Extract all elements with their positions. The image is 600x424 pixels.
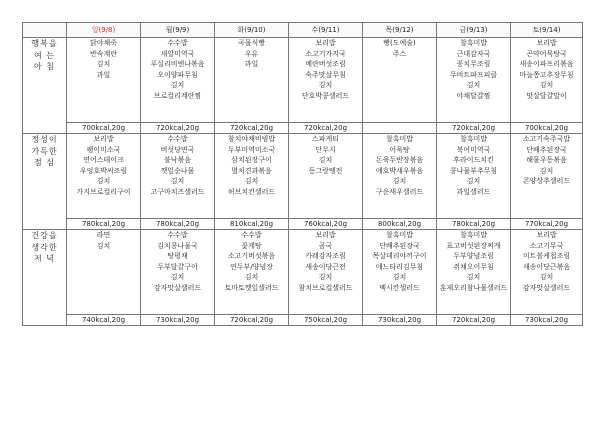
dish-item: 훈제오리참나물샐러드 — [439, 283, 508, 292]
dish-item: 김치 — [170, 177, 185, 186]
menu-cell — [363, 134, 437, 219]
dish-item: 우엉호박씨조림 — [79, 166, 128, 175]
dish-item: 새송이당근볶음 — [522, 262, 571, 271]
day-header: 월(9/9) — [141, 23, 215, 38]
dish-item: 김치 — [539, 81, 554, 90]
dish-item: 참치야채비빔밥 — [227, 135, 276, 143]
weekly-meal-table — [22, 22, 583, 326]
calorie-cell: 770kcal,20g — [511, 219, 583, 230]
dish-item: 단호박콩샐러드 — [301, 91, 350, 100]
day-header: 일(9/8) — [67, 23, 141, 38]
dish-item: 멕시칸샐러드 — [379, 283, 420, 292]
menu-body — [23, 38, 583, 326]
calorie-cell: 780kcal,20g — [141, 219, 215, 230]
dish-item: 애호박새우볶음 — [375, 166, 424, 175]
dish-item: 스파게티 — [311, 135, 340, 143]
menu-cell — [289, 230, 363, 315]
calorie-cell: 700kcal,20g — [67, 123, 141, 134]
dish-item: 불낙볶음 — [163, 156, 192, 165]
dish-item: 단무지 — [315, 145, 336, 154]
dish-item: 콘양상추샐러드 — [522, 177, 571, 186]
calorie-cell: 720kcal,20g — [215, 315, 289, 326]
dish-item: 마늘쫑고추장무침 — [519, 70, 574, 79]
dish-item: 구운새우샐러드 — [375, 187, 424, 196]
calorie-cell: 720kcal,20g — [289, 123, 363, 134]
dish-item: 과일샐러드 — [456, 187, 491, 196]
dish-item: 김치 — [392, 273, 407, 282]
menu-cell — [437, 134, 511, 219]
dish-item: 애느타리김무침 — [375, 262, 424, 271]
dish-item: 김치 — [392, 177, 407, 186]
dish-item: 가지브로컬리구이 — [76, 187, 131, 196]
day-header: 화(9/10) — [215, 23, 289, 38]
calorie-cell: 730kcal,20g — [141, 315, 215, 326]
menu-cell — [67, 230, 141, 315]
meal-label-line: 가득한 — [31, 146, 58, 156]
dish-item: 멸치견과볶음 — [231, 166, 272, 175]
dish-item: 과일 — [96, 70, 111, 79]
menu-cell — [511, 230, 583, 315]
menu-cell — [141, 230, 215, 315]
calorie-cell: 780kcal,20g — [437, 219, 511, 230]
dish-item: 야채달걀찜 — [456, 91, 491, 100]
dish-item: 단배추된장국 — [526, 145, 567, 154]
dish-item: 수수밥 — [167, 231, 188, 239]
calorie-cell: 720kcal,20g — [437, 315, 511, 326]
calorie-cell: 760kcal,20g — [289, 219, 363, 230]
dish-item: 소고기가지국 — [305, 49, 346, 58]
dish-item: 꽁치무조림 — [456, 60, 491, 69]
meal-label-line: 여 는 — [34, 50, 55, 60]
dish-item: 찰흑미밥 — [459, 231, 488, 239]
dish-item: 목살데리야끼구이 — [372, 252, 427, 261]
calorie-cell: 800kcal,20g — [363, 219, 437, 230]
dish-item: 김치 — [318, 81, 333, 90]
dish-item: 후라이드치킨 — [453, 156, 494, 165]
calorie-cell: 720kcal,20g — [437, 123, 511, 134]
dish-item: 김치콩나물국 — [157, 241, 198, 250]
menu-cell — [437, 230, 511, 315]
dish-item: 버섯당면국 — [160, 145, 195, 154]
calorie-cell: 740kcal,20g — [67, 315, 141, 326]
dish-item: 곡물식빵 — [237, 39, 266, 47]
dish-item: 무비트파프피클 — [449, 70, 498, 79]
dish-item: 두부달걀구이 — [157, 262, 198, 271]
meal-label-line: 생각한 — [31, 242, 58, 252]
calorie-cell: 720kcal,20g — [141, 123, 215, 134]
dish-item: 김치 — [318, 273, 333, 282]
calorie-cell: 730kcal,20g — [511, 315, 583, 326]
dish-item: 김치 — [244, 177, 259, 186]
dish-item: 닭야채죽 — [89, 39, 118, 47]
dish-item: 맛살달걀말이 — [526, 91, 567, 100]
meal-label-line: 저 녁 — [34, 254, 55, 263]
calorie-cell: 720kcal,20g — [215, 123, 289, 134]
menu-cell — [215, 38, 289, 123]
dish-item: 동그랑땡전 — [308, 166, 343, 175]
dish-item: 토마토깻잎샐러드 — [224, 283, 279, 292]
header-row — [23, 23, 583, 38]
meal-label-line: 행복을 — [31, 39, 58, 48]
dish-item: 소고기버섯볶음 — [227, 252, 276, 261]
day-header: 수(9/11) — [289, 23, 363, 38]
day-header: 목(9/12) — [363, 23, 437, 38]
dish-item: 찰흑미밥 — [459, 39, 488, 47]
dish-item: 곰국 — [318, 241, 333, 250]
dish-item: 김치 — [466, 177, 481, 186]
dish-item: 곤약어묵탕국 — [526, 49, 567, 58]
dish-item: 꽃게탕 — [241, 241, 262, 250]
dish-item: 푸실리비엔나볶음 — [150, 60, 205, 69]
dish-item: 주스 — [392, 49, 407, 58]
menu-cell — [215, 134, 289, 219]
meal-row — [23, 134, 583, 219]
meal-label-line: 건강을 — [31, 231, 58, 240]
calorie-cell: 700kcal,20g — [511, 123, 583, 134]
dish-item: 보리밥 — [315, 39, 336, 47]
dish-item: 우유 — [244, 49, 259, 58]
dish-item: 북어미역국 — [456, 145, 491, 154]
dish-item: 김치 — [466, 273, 481, 282]
dish-item: 김치 — [539, 273, 554, 282]
dish-item: 삼치된장구이 — [231, 156, 272, 165]
menu-cell — [141, 134, 215, 219]
dish-item: 김치 — [318, 156, 333, 165]
calorie-cell: 780kcal,20g — [67, 219, 141, 230]
meal-row — [23, 230, 583, 315]
menu-cell — [141, 38, 215, 123]
calorie-cell: 810kcal,20g — [215, 219, 289, 230]
menu-cell — [289, 134, 363, 219]
dish-item: 소고기무국 — [529, 241, 564, 250]
meal-row — [23, 38, 583, 123]
dish-item: 메란버섯조림 — [305, 60, 346, 69]
dish-item: 감자맛살샐러드 — [522, 283, 571, 292]
calorie-cell: 730kcal,20g — [363, 315, 437, 326]
dish-item: 보리밥 — [536, 39, 557, 47]
menu-cell — [437, 38, 511, 123]
dish-item: 어묵탕 — [389, 145, 410, 154]
dish-item: 고구마치즈샐러드 — [150, 187, 205, 196]
calorie-row — [23, 123, 583, 134]
dish-item: 수수밥 — [167, 39, 188, 47]
dish-item: 깻잎순나물 — [160, 166, 195, 175]
day-header: 토(9/14) — [511, 23, 583, 38]
meal-label-line: 점 심 — [34, 158, 55, 167]
dish-item: 탕평채 — [167, 252, 188, 261]
menu-cell — [67, 38, 141, 123]
menu-cell — [511, 134, 583, 219]
dish-item: 오이양파무침 — [157, 70, 198, 79]
dish-item: 찰흑미밥 — [385, 135, 414, 143]
dish-item: 두부미역미소국 — [227, 145, 276, 154]
dish-item: 연어스테이크 — [83, 156, 124, 165]
day-header: 금(9/13) — [437, 23, 511, 38]
meal-label — [23, 38, 67, 134]
meal-label — [23, 230, 67, 326]
meal-label — [23, 134, 67, 230]
dish-item: 두부양념조림 — [453, 252, 494, 261]
dish-item: 수수밥 — [167, 135, 188, 143]
dish-item: 감자맛살샐러드 — [153, 283, 202, 292]
dish-item: 김치 — [539, 166, 554, 175]
dish-item: 보리밥 — [536, 231, 557, 239]
dish-item: 김치 — [170, 273, 185, 282]
menu-cell — [363, 38, 437, 123]
menu-cell — [289, 38, 363, 123]
dish-item: 과일 — [244, 60, 259, 69]
meal-label-line: 정성이 — [31, 135, 58, 144]
dish-item: 근대감자국 — [456, 49, 491, 58]
dish-item: 허브치킨샐러드 — [227, 187, 276, 196]
dish-item: 돈육두반장볶음 — [375, 156, 424, 165]
dish-item: 라면 — [96, 231, 111, 239]
dish-item: 콩나물부추무침 — [449, 166, 498, 175]
dish-item: 찰흑미밥 — [385, 231, 414, 239]
dish-item: 카레감자조림 — [305, 252, 346, 261]
dish-item: 참치브로컬샐러드 — [298, 283, 353, 292]
dish-item: 김치 — [96, 177, 111, 186]
calorie-cell — [363, 123, 437, 134]
dish-item: 보리밥 — [93, 135, 114, 143]
meal-label-line: 아 침 — [34, 62, 55, 71]
dish-item: 반숙계란 — [89, 49, 118, 58]
dish-item: 팽이미소국 — [86, 145, 121, 154]
dish-item: 새송이파프리볶음 — [519, 60, 574, 69]
calorie-cell: 750kcal,20g — [289, 315, 363, 326]
dish-item: 김치 — [244, 273, 259, 282]
dish-item: 김치 — [466, 81, 481, 90]
dish-item: 김치 — [96, 60, 111, 69]
dish-item: 쥐채오이무침 — [453, 262, 494, 271]
dish-item: 소고기숙주국밥 — [522, 135, 571, 143]
calorie-row — [23, 315, 583, 326]
dish-item: 미트볼케첩조림 — [522, 252, 571, 261]
dish-item: 브로컬리계란찜 — [153, 91, 202, 100]
dish-item: 새송이당근전 — [305, 262, 346, 271]
dish-item: 수수밥 — [241, 231, 262, 239]
menu-cell — [511, 38, 583, 123]
dish-item: 김치 — [170, 81, 185, 90]
dish-item: 빵(도예술) — [383, 39, 416, 47]
calorie-row — [23, 219, 583, 230]
dish-item: 김치 — [96, 241, 111, 250]
dish-item: 해물우동볶음 — [526, 156, 567, 165]
dish-item: 표고버섯된장찌개 — [446, 241, 501, 250]
header-corner — [23, 23, 67, 38]
menu-cell — [363, 230, 437, 315]
dish-item: 숙주맛살무침 — [305, 70, 346, 79]
menu-cell — [67, 134, 141, 219]
dish-item: 단배추된장국 — [379, 241, 420, 250]
dish-item: 보리밥 — [315, 231, 336, 239]
menu-cell — [215, 230, 289, 315]
dish-item: 찰흑미밥 — [459, 135, 488, 143]
dish-item: 새알미역국 — [160, 49, 195, 58]
dish-item: 연두부/양념장 — [230, 262, 273, 271]
